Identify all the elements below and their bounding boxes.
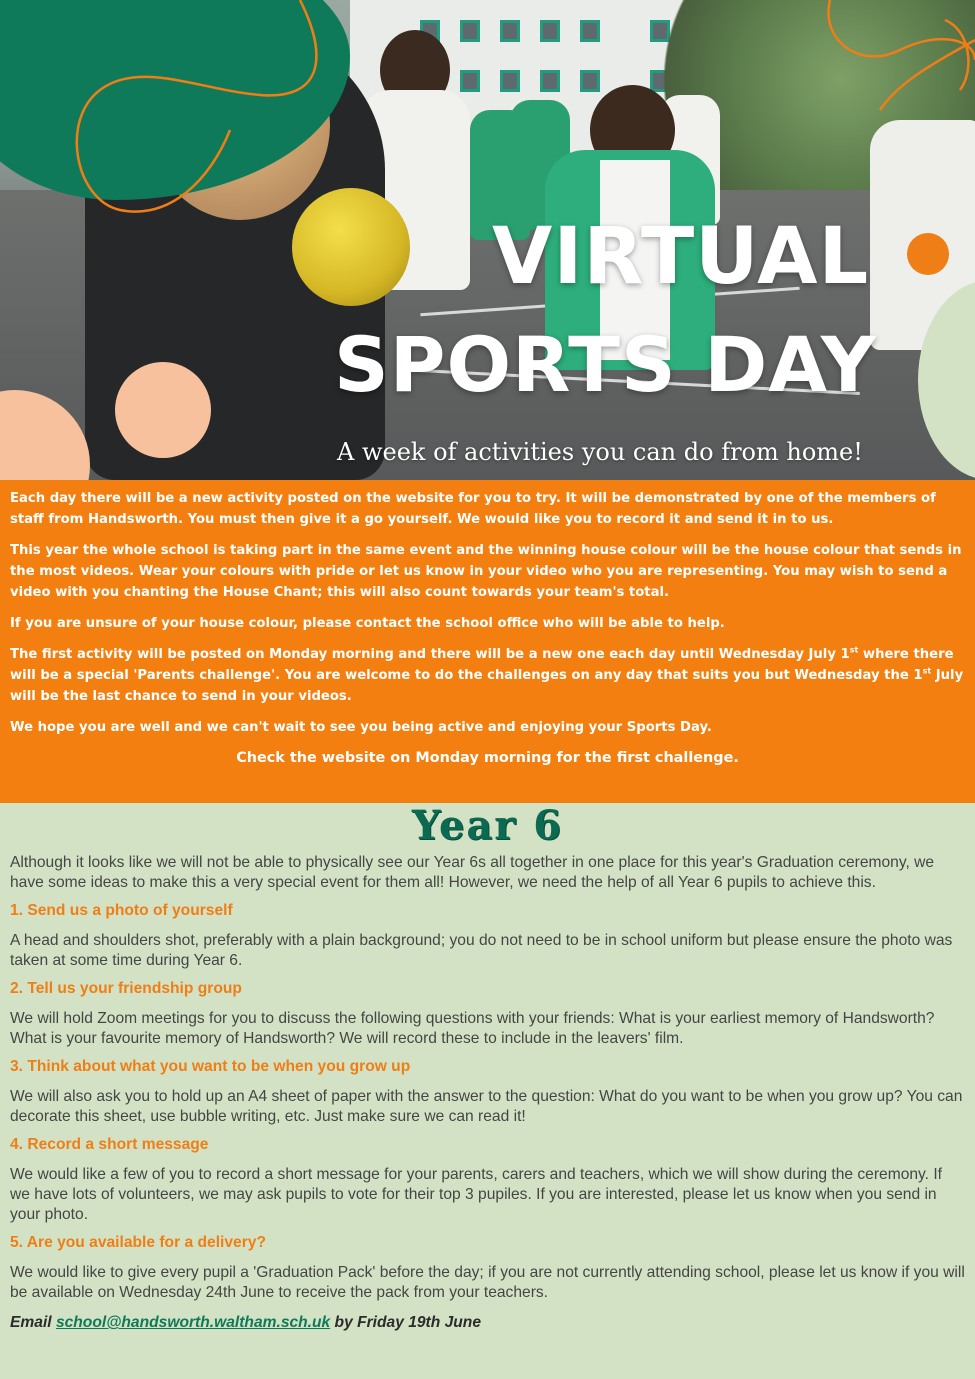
year6-section: [0, 803, 975, 1379]
notice-call-to-action: Check the website on Monday morning for the first challenge.: [236, 750, 739, 766]
step-heading: 1. Send us a photo of yourself: [10, 902, 233, 919]
sports-day-notice: [0, 480, 975, 803]
notice-text: The first activity will be posted on Monday morning and there will be a new one each day until Wednesday July 1: [10, 647, 850, 662]
notice-paragraph: If you are unsure of your house colour, please contact the school office who will be able to help.: [10, 616, 725, 631]
hero-title-line2: SPORTS DAY: [334, 320, 877, 409]
step-heading: 5. Are you available for a delivery?: [10, 1234, 266, 1251]
step-text: A head and shoulders shot, preferably with a plain background; you do not need to be in school uniform but please ensure the photo was taken at some time during Year 6.: [10, 932, 953, 969]
email-link[interactable]: school@handsworth.waltham.sch.uk: [55, 1314, 331, 1331]
hero-subtitle: A week of activities you can do from home!: [337, 438, 863, 466]
year6-title: Year 6: [411, 802, 564, 849]
notice-paragraph: [10, 644, 965, 707]
hero-banner: [0, 0, 975, 480]
footer-suffix: by Friday 19th June: [330, 1314, 482, 1331]
year6-intro: Although it looks like we will not be able to physically see our Year 6s all together in one place for this year's Graduation ceremony, we have some ideas to make this a very special event for them all! However, we need the help of all Year 6 pupils to achieve this.: [10, 854, 935, 891]
notice-text: where there will be a special 'Parents challenge'. You are welcome to do the challenges on any day that suits you but Wednesday the 1: [10, 647, 954, 683]
ordinal-suffix: st: [922, 666, 932, 676]
step-heading: 2. Tell us your friendship group: [10, 980, 242, 997]
notice-text: July will be the last chance to send in your videos.: [10, 668, 964, 704]
ordinal-suffix: st: [849, 645, 859, 655]
footer-prefix: Email: [10, 1314, 56, 1331]
step-heading: 3. Think about what you want to be when you grow up: [10, 1058, 411, 1075]
email-deadline-line: [10, 1313, 965, 1333]
step-text: We will hold Zoom meetings for you to discuss the following questions with your friends: What is your earliest memory of Handsworth? What is your favourite memory of Handsworth? We will record these to include in the leavers' film.: [10, 1010, 935, 1047]
notice-paragraph: We hope you are well and we can't wait to see you being active and enjoying your Sports Day.: [10, 720, 712, 735]
hero-title-line1: VIRTUAL: [492, 212, 870, 302]
notice-paragraph: This year the whole school is taking part in the same event and the winning house colour will be the house colour that sends in the most videos. Wear your colours with pride or let us know in your video who you are representing. You may wish to send a video with you chanting the House Chant; this will also count towards your team's total.: [10, 543, 962, 600]
step-text: We would like a few of you to record a short message for your parents, carers and teachers, which we will show during the ceremony. If we have lots of volunteers, we may ask pupils to vote for their top 3 pupiles. If you are interested, please let us know when you send in your photo.: [10, 1166, 943, 1223]
step-text: We would like to give every pupil a 'Graduation Pack' before the day; if you are not currently attending school, please let us know if you will be available on Wednesday 24th June to receive the pack from your teachers.: [10, 1264, 965, 1301]
step-text: We will also ask you to hold up an A4 sheet of paper with the answer to the question: What do you want to be when you grow up? You can decorate this sheet, use bubble writing, etc. Just make sure we can read it!: [10, 1088, 963, 1125]
step-heading: 4. Record a short message: [10, 1136, 209, 1153]
notice-paragraph: Each day there will be a new activity posted on the website for you to try. It will be demonstrated by one of the members of staff from Handsworth. You must then give it a go yourself. We would like you to record it and send it in to us.: [10, 491, 936, 527]
